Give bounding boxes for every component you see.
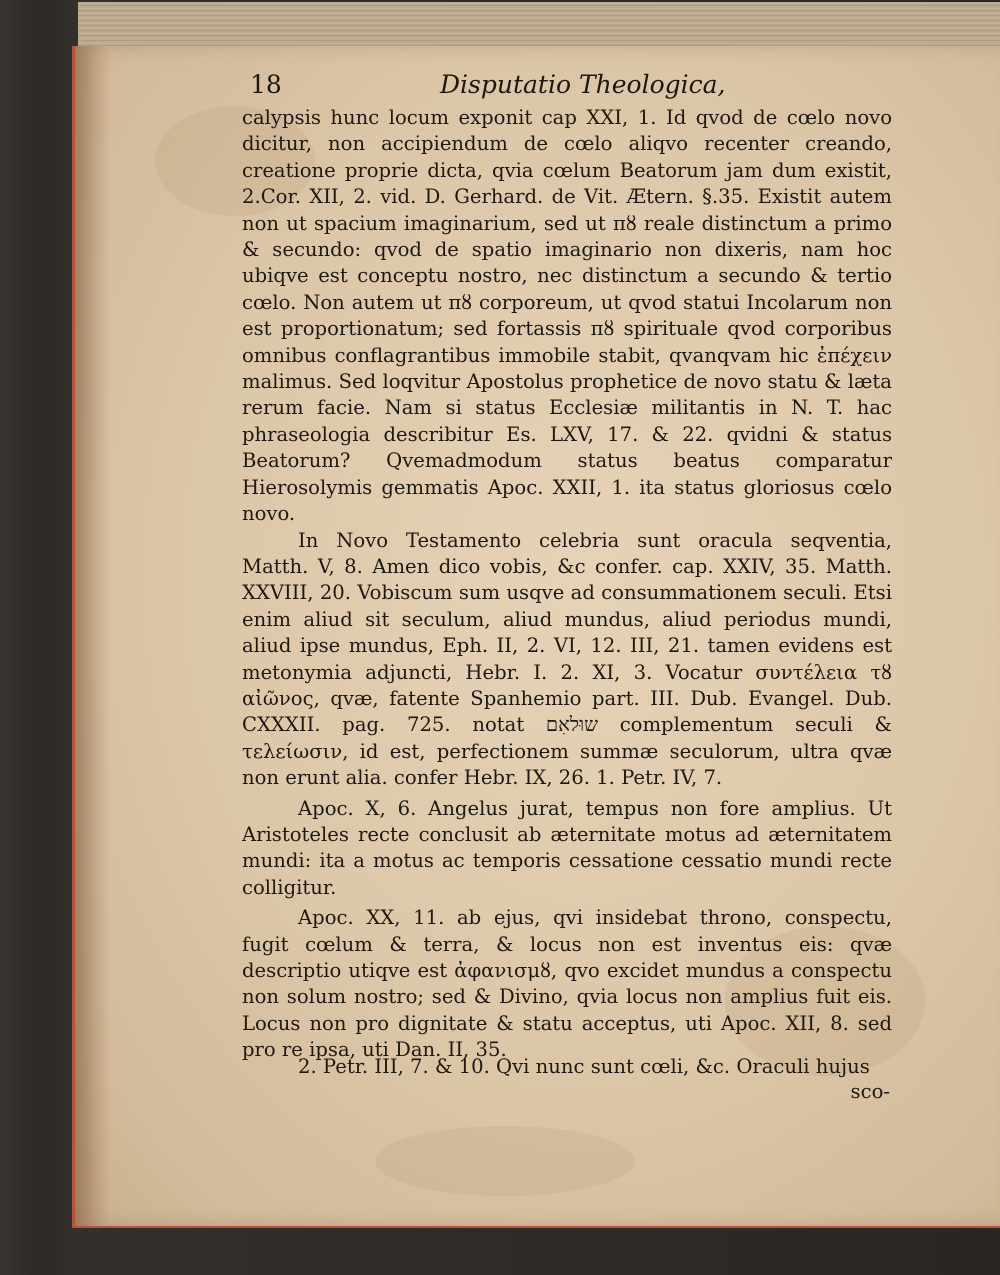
paper-stain (375, 1126, 635, 1196)
last-line: 2. Petr. III, 7. & 10. Qvi nunc sunt cœli, &c. Oraculi hujus (298, 1055, 870, 1078)
gutter-shadow (75, 46, 111, 1226)
paragraph: In Novo Testamento celebria sunt oracula seqventia, Matth. V, 8. Amen dico vobis, &c confer. cap. XXIV, 35. Matth. XXVIII, 20. Vobiscum sum usqve ad consummationem seculi. Etsi enim aliud sit seculum, aliud mundus, aliud periodus mundi, aliud ipse mundus, Eph. II, 2. VI, 12. III, 21. tamen evidens est metonymia adjuncti, Hebr. I. 2. XI, 3. Vocatur συντέλεια τȣ αἰῶνος, qvæ, fatente Spanhemio part. III. Dub. Evangel. Dub. CXXXII. pag. 725. notat שוּלאִם complementum seculi & τελείωσιν, id est, perfectionem summæ seculorum, ultra qvæ non erunt alia. confer Hebr. IX, 26. 1. Petr. IV, 7. (242, 528, 892, 790)
paragraph: Apoc. X, 6. Angelus jurat, tempus non fore amplius. Ut Aristoteles recte conclusit ab æternitate motus ad æternitatem mundi: ita a motus ac temporis cessatione cessatio mundi recte colligitur. (242, 796, 892, 899)
catchword: sco- (850, 1080, 890, 1103)
page-stack-edge (78, 2, 1000, 52)
paragraph: Apoc. XX, 11. ab ejus, qvi insidebat throno, conspectu, fugit cœlum & terra, & locus non est inventus eis: qvæ descriptio utiqve est ἀφανισμȣ, qvo excidet mundus a conspectu non solum nostro; sed & Divino, qvia locus non amplius fuit eis. Locus non pro dignitate & statu acceptus, uti Apoc. XII, 8. sed pro re ipsa, uti Dan. II, 35. (242, 906, 892, 1062)
page-number: 18 (250, 70, 282, 99)
body-text (242, 105, 892, 1064)
running-title: Disputatio Theologica, (440, 70, 726, 99)
paragraph: calypsis hunc locum exponit cap XXI, 1. Id qvod de cœlo novo dicitur, non accipiendum de cœlo aliqvo recenter creando, creatione proprie dicta, qvia cœlum Beatorum jam dum existit, 2.Cor. XII, 2. vid. D. Gerhard. de Vit. Ætern. §.35. Existit autem non ut spacium imaginarium, sed ut πȣ reale distinctum a primo & secundo: qvod de spatio imaginario non dixeris, nam hoc ubiqve est conceptu nostro, nec distinctum a secundo & tertio cœlo. Non autem ut πȣ corporeum, ut qvod statui Incolarum non est proportionatum; sed fortassis πȣ spirituale qvod corporibus omnibus conflagrantibus immobile stabit, qvanqvam hic ἐπέχειν malimus. Sed loqvitur Apostolus prophetice de novo statu & læta rerum facie. Nam si status Ecclesiæ militantis in N. T. hac phraseologia describitur Es. LXV, 17. & 22. qvidni & status Beatorum? Qvemadmodum status beatus comparatur Hierosolymis gemmatis Apoc. XXII, 1. ita status gloriosus cœlo novo. (242, 106, 892, 526)
